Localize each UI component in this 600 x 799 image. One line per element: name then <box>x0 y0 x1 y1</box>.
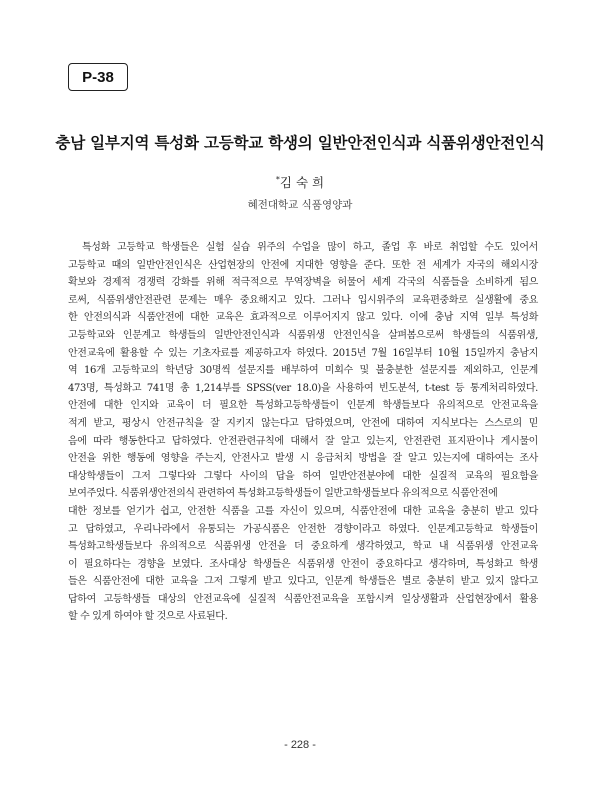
abstract-line: 대상학생들이 그저 그렇다와 그렇다 사이의 답을 하여 일반안전분야에 대한 실질적 교육의 필요함을 <box>68 470 538 482</box>
abstract-line: 역 16개 고등학교의 학년당 30명씩 설문지를 배부하여 미회수 및 불충분한 설문지를 제외하고, 인문계 <box>68 365 538 377</box>
abstract-line: 고등학교 때의 일반안전인식은 산업현장의 안전에 지대한 영향을 준다. 또한 전 세계가 자국의 해외시장 <box>68 259 538 271</box>
corresponding-author-mark: * <box>275 174 280 184</box>
abstract-line: 로써, 식품위생안전관련 문제는 매우 중요해지고 있다. 그러나 입시위주의 교육편중화로 실생활에 중요 <box>68 294 538 306</box>
abstract-line: 고 답하였고, 우리나라에서 유통되는 가공식품은 안전한 경향이라고 하였다. 인문계고등학교 학생들이 <box>68 523 538 535</box>
abstract-body <box>68 239 538 626</box>
author-name: 김 숙 희 <box>279 175 325 190</box>
abstract-line: 특성화고학생들보다 유의적으로 식품위생 안전을 더 중요하게 생각하였고, 학교 내 식품위생 안전교육 <box>68 541 538 553</box>
abstract-line: 할 수 있게 하여야 할 것으로 사료된다. <box>68 611 228 623</box>
abstract-line: 답하여 고등학생들 대상의 안전교육에 실질적 식품안전교육을 포함시켜 일상생활과 산업현장에서 활용 <box>68 593 538 605</box>
abstract-line: 안전교육에 활용할 수 있는 기초자료를 제공하고자 하였다. 2015년 7월 16일부터 10월 15일까지 충남지 <box>68 347 538 359</box>
abstract-line: 음에 따라 행동한다고 답하였다. 안전관련규칙에 대해서 잘 알고 있는지, 안전관련 표지판이나 게시물이 <box>68 435 538 447</box>
abstract-line: 확보와 경제적 경쟁력 강화를 위해 적극적으로 무역장벽을 허물어 세계 각국의 식품들을 소비하게 됨으 <box>68 277 538 289</box>
abstract-line: 적게 받고, 평상시 안전규칙을 잘 지키지 않는다고 답하였으며, 안전에 대하여 지식보다는 스스로의 믿 <box>68 417 538 429</box>
abstract-line: 한 안전의식과 식품안전에 대한 교육은 효과적으로 이루어지지 않고 있다. 이에 충남 지역 일부 특성화 <box>68 312 538 324</box>
paper-title: 충남 일부지역 특성화 고등학교 학생의 일반안전인식과 식품위생안전인식 <box>55 134 545 152</box>
poster-number-badge: P-38 <box>68 63 128 91</box>
abstract-line: 대한 정보를 얻기가 쉽고, 안전한 식품을 고를 자신이 있으며, 식품안전에 대한 교육을 충분히 받고 있다 <box>68 505 538 517</box>
abstract-line: 안전에 대한 인지와 교육이 더 필요한 특성화고등학생들이 인문계 학생들보다 유의적으로 안전교육을 <box>68 400 538 412</box>
abstract-line: 473명, 특성화고 741명 총 1,214부를 SPSS(ver 18.0)을 사용하여 빈도분석, t-test 등 통계처리하였다. <box>68 382 538 394</box>
abstract-line: 고등학교와 인문계고 학생들의 일반안전인식과 식품위생 안전인식을 살펴봄으로써 학생들의 식품위생, <box>68 329 538 341</box>
author-line <box>0 173 600 191</box>
abstract-line: 보여주었다. 식품위생안전의식 관련하여 특성화고등학생들이 일반고학생들보다 유의적으로 식품안전에 <box>68 488 498 500</box>
abstract-line: 특성화 고등학교 학생들은 실험 실습 위주의 수업을 많이 하고, 졸업 후 바로 취업할 수도 있어서 <box>82 242 538 253</box>
page-number: - 228 - <box>284 739 316 751</box>
abstract-line: 들은 식품안전에 대한 교육을 그저 그렇게 받고 있다고, 인문계 학생들은 별로 충분히 받고 있지 않다고 <box>68 576 538 588</box>
affiliation: 혜전대학교 식품영양과 <box>247 199 353 211</box>
abstract-line: 이 필요하다는 경향을 보였다. 조사대상 학생들은 식품위생 안전이 중요하다고 생각하며, 특성화고 학생 <box>68 558 538 570</box>
abstract-line: 안전을 위한 행동에 영향을 주는지, 안전사고 발생 시 응급처치 방법을 잘 알고 있는지에 대하여는 조사 <box>68 453 538 465</box>
